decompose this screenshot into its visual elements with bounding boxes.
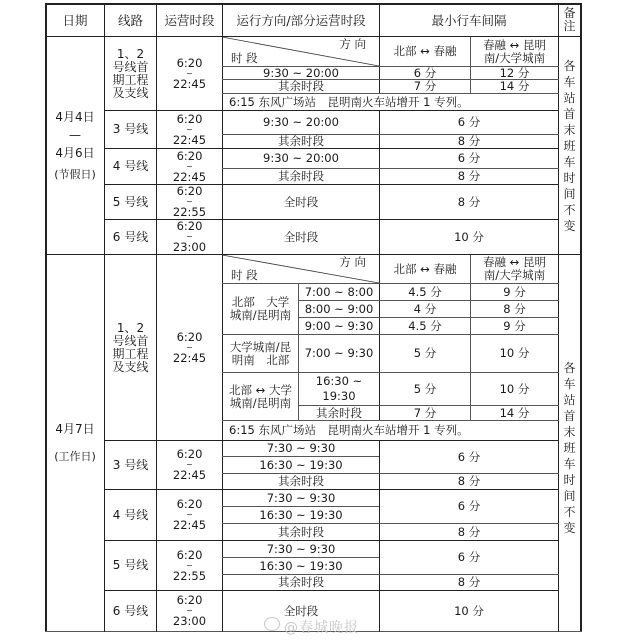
date: 4月7日 bbox=[55, 422, 95, 436]
tilde: ~ bbox=[186, 68, 193, 78]
end-time: 22:45 bbox=[172, 76, 207, 91]
operating-hours bbox=[157, 441, 222, 489]
period: 16:30 ~ 19:30 bbox=[259, 507, 343, 522]
tilde: ~ bbox=[186, 161, 193, 171]
interval-a: 4 分 bbox=[413, 301, 437, 316]
period: 其余时段 bbox=[316, 405, 362, 420]
period: 7:00 ~ 8:00 bbox=[304, 284, 374, 299]
line-name: 3 号线 bbox=[112, 122, 149, 136]
end-time: 22:55 bbox=[172, 205, 207, 219]
period: 9:30 ~ 20:00 bbox=[263, 115, 339, 129]
end-time: 22:55 bbox=[172, 568, 207, 583]
line-name: 5 号线 bbox=[112, 194, 149, 209]
workday-date-cell bbox=[46, 255, 104, 631]
interval: 6 分 bbox=[457, 151, 481, 165]
interval-b: 10 分 bbox=[499, 381, 530, 396]
interval: 8 分 bbox=[457, 575, 481, 589]
line-name: 6 号线 bbox=[112, 603, 149, 618]
interval: 6 分 bbox=[457, 550, 481, 564]
period: 8:00 ~ 9:00 bbox=[304, 301, 374, 316]
period: 全时段 bbox=[283, 603, 319, 618]
tilde: ~ bbox=[186, 342, 193, 352]
dir-a-header: 北部 ↔ 春融 bbox=[393, 261, 457, 276]
interval-b: 8 分 bbox=[503, 301, 526, 316]
date-start: 4月4日 bbox=[55, 109, 95, 124]
period: 9:00 ~ 9:30 bbox=[304, 318, 374, 333]
interval-b: 14 分 bbox=[499, 79, 530, 93]
operating-hours bbox=[157, 255, 222, 440]
interval-a: 7 分 bbox=[413, 405, 437, 420]
special-train-note: 6:15 东风广场站 昆明南火车站增开 1 专列。 bbox=[229, 423, 469, 437]
date-type: (节假日) bbox=[54, 167, 96, 181]
date-end: 4月6日 bbox=[55, 145, 95, 160]
direction-group: 北部 大学城南/昆明南 bbox=[229, 295, 292, 322]
interval-a: 4.5 分 bbox=[408, 318, 442, 333]
tilde: ~ bbox=[186, 124, 193, 134]
end-time: 22:45 bbox=[172, 350, 207, 365]
operating-hours bbox=[157, 185, 222, 219]
date-type: (工作日) bbox=[54, 450, 96, 463]
period: 16:30 ~ 19:30 bbox=[315, 374, 363, 403]
period: 7:00 ~ 9:30 bbox=[304, 346, 374, 360]
weibo-logo-icon bbox=[264, 617, 280, 631]
period: 全时段 bbox=[283, 194, 319, 209]
start-time: 6:20 bbox=[176, 148, 203, 163]
date-dash: — bbox=[69, 127, 81, 142]
diag-direction-label: 方 向 bbox=[339, 255, 366, 269]
interval: 10 分 bbox=[454, 229, 484, 244]
header-interval: 最小行车间隔 bbox=[431, 12, 507, 28]
line-name: 3 号线 bbox=[112, 457, 149, 472]
operating-hours bbox=[157, 541, 222, 590]
interval: 6 分 bbox=[457, 115, 481, 129]
header-line: 线路 bbox=[117, 12, 143, 28]
operating-hours bbox=[157, 149, 222, 184]
tilde: ~ bbox=[186, 460, 193, 469]
tilde: ~ bbox=[186, 606, 193, 615]
table-border-right bbox=[580, 3, 582, 632]
interval: 6 分 bbox=[457, 449, 481, 464]
interval: 8 分 bbox=[457, 134, 481, 148]
period: 7:30 ~ 9:30 bbox=[266, 441, 336, 455]
end-time: 23:00 bbox=[172, 240, 207, 254]
period: 其余时段 bbox=[278, 575, 324, 589]
start-time: 6:20 bbox=[176, 219, 203, 233]
period: 7:30 ~ 9:30 bbox=[266, 490, 336, 505]
period: 7:30 ~ 9:30 bbox=[266, 541, 336, 556]
start-time: 6:20 bbox=[176, 593, 203, 607]
tilde: ~ bbox=[186, 510, 193, 519]
line-name: 5 号线 bbox=[112, 558, 149, 572]
interval: 10 分 bbox=[454, 603, 484, 618]
header-hours: 运营时段 bbox=[164, 12, 215, 28]
end-time: 22:45 bbox=[172, 132, 207, 147]
operating-hours bbox=[157, 490, 222, 540]
interval-b: 9 分 bbox=[503, 284, 526, 299]
start-time: 6:20 bbox=[176, 497, 203, 511]
interval: 8 分 bbox=[457, 194, 481, 209]
line-name: 4 号线 bbox=[112, 159, 149, 173]
interval-a: 6 分 bbox=[413, 65, 437, 80]
diag-period-label: 时 段 bbox=[231, 268, 258, 282]
line-name: 1、2号线首期工程及支线 bbox=[112, 320, 149, 374]
interval-a: 7 分 bbox=[413, 79, 437, 93]
operating-hours bbox=[157, 591, 222, 631]
end-time: 22:45 bbox=[172, 518, 207, 532]
interval-b: 9 分 bbox=[503, 318, 526, 333]
end-time: 22:45 bbox=[172, 468, 207, 482]
interval: 8 分 bbox=[457, 169, 481, 183]
period: 16:30 ~ 19:30 bbox=[259, 558, 343, 573]
interval-a: 5 分 bbox=[413, 346, 437, 360]
period: 9:30 ~ 20:00 bbox=[263, 65, 339, 80]
start-time: 6:20 bbox=[176, 447, 203, 461]
start-time: 6:20 bbox=[176, 547, 203, 562]
tilde: ~ bbox=[186, 560, 193, 570]
period: 其余时段 bbox=[278, 134, 324, 148]
header-remark: 备注 bbox=[563, 6, 576, 33]
interval: 8 分 bbox=[457, 474, 481, 488]
header-date: 日期 bbox=[62, 12, 88, 28]
period: 9:30 ~ 20:00 bbox=[263, 151, 339, 165]
operating-hours bbox=[157, 220, 222, 254]
start-time: 6:20 bbox=[176, 329, 203, 344]
period: 其余时段 bbox=[278, 169, 324, 183]
diag-direction-label: 方 向 bbox=[339, 37, 366, 51]
holiday-remark: 各车站首末班车时间不变 bbox=[563, 58, 576, 233]
interval-a: 4.5 分 bbox=[408, 284, 442, 299]
start-time: 6:20 bbox=[176, 55, 203, 70]
period: 全时段 bbox=[283, 229, 319, 244]
interval-b: 12 分 bbox=[499, 65, 530, 80]
direction-group: 北部 ↔ 大学城南/昆明南 bbox=[229, 382, 292, 410]
dir-a-header: 北部 ↔ 春融 bbox=[393, 44, 457, 58]
start-time: 6:20 bbox=[176, 184, 203, 198]
diag-period-label: 时 段 bbox=[231, 51, 258, 65]
end-time: 22:45 bbox=[172, 169, 207, 184]
dir-b-header: 春融 ↔ 昆明南/大学城南 bbox=[483, 255, 546, 282]
start-time: 6:20 bbox=[176, 111, 203, 126]
dir-b-header: 春融 ↔ 昆明南/大学城南 bbox=[483, 37, 546, 65]
end-time: 23:00 bbox=[172, 614, 207, 628]
line-name: 6 号线 bbox=[112, 229, 149, 244]
holiday-date-cell bbox=[46, 37, 104, 254]
period: 其余时段 bbox=[278, 474, 324, 488]
interval: 6 分 bbox=[457, 499, 481, 513]
operating-hours bbox=[157, 37, 222, 110]
direction-group: 大学城南/昆明南 北部 bbox=[229, 339, 292, 367]
header-direction: 运行方向/部分运营时段 bbox=[236, 12, 366, 28]
line-name: 1、2号线首期工程及支线 bbox=[112, 46, 149, 100]
watermark: @春城晚报 bbox=[284, 620, 359, 636]
tilde: ~ bbox=[186, 197, 193, 206]
interval: 8 分 bbox=[457, 524, 481, 539]
operating-hours bbox=[157, 111, 222, 148]
special-train-note: 6:15 东风广场站 昆明南火车站增开 1 专列。 bbox=[229, 94, 469, 109]
workday-remark: 各车站首末班车时间不变 bbox=[563, 361, 576, 535]
interval-b: 14 分 bbox=[499, 405, 530, 420]
period: 其余时段 bbox=[278, 79, 324, 93]
period: 其余时段 bbox=[278, 524, 324, 539]
period: 16:30 ~ 19:30 bbox=[259, 457, 343, 472]
line-name: 4 号线 bbox=[112, 507, 149, 522]
tilde: ~ bbox=[186, 232, 193, 241]
interval-b: 10 分 bbox=[499, 346, 530, 360]
interval-a: 5 分 bbox=[413, 381, 437, 396]
